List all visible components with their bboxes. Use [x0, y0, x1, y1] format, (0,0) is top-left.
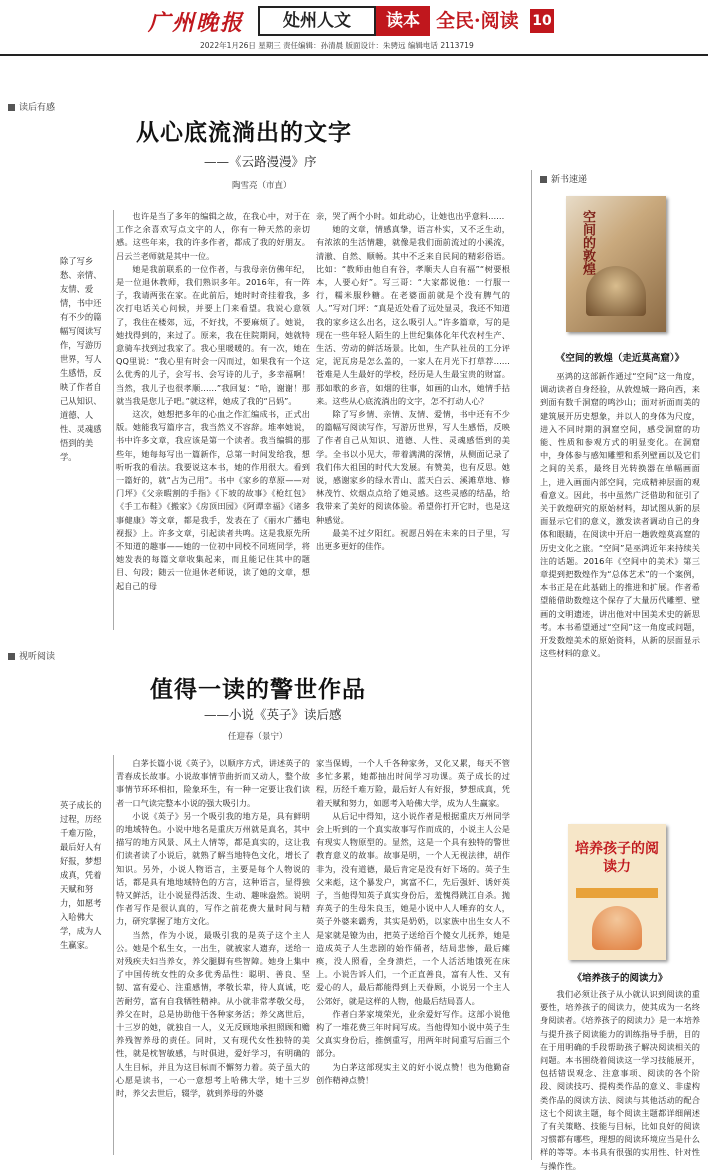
paragraph: 亲，哭了两个小时。如此动心，让她也出乎意料…… — [316, 211, 505, 221]
sidebar-divider — [531, 170, 532, 1160]
article2-author: 任迎春（景宁） — [228, 732, 288, 742]
paragraph: 这次，她想把多年的心血之作汇编成书，正式出版。她能我写篇序言，我当然义不容辞。堆率她说，书中许多文章，我应该是第一个读者。我当编辑的那些年，她每每写出一篇新作，总第一时间发给我，想听听我的看法。我要说这本书，她的作用很大。看到一篇好的，就“占为己用”。书中《家乡的草原——对门坪》《父亲暇割的手指》《下坡的故事》《枪红包》《手工布鞋》《搬家》《房顶田园》《阿谭幸福》《诸多事健康》等文章，都是我手，发表在了《丽水广播电视报》上。许多文章，引起读者共鸣。这是我原先所不知道的趣事——她的一位初中同校不同班同学，将她发表的每篇文章收集起来，而且能记住其中的题目、句段；随云一位退休老师说，读了她的文章，想起自己的母 — [116, 409, 310, 591]
page-number: 10 — [530, 9, 554, 33]
paragraph: 她的文章，情感真挚，语言朴实，又不乏生动，有浓浓的生活情趣，就像是我们面前流过的小溪流，清澈、自然、顺畅。其中不乏来自民间的精彩俗语。比如：“教师由他自有谷，孝顺夫人自有福”“树要根本，人要心好”。写三哥：“大家都说他：一行服一行，糯米服秒糖。在老婆面前就是个没有脾气的人。”写对门坪：“真是近处看了远处显灵，我还不知道我的家乡这么出名，这么吸引人。”许多篇章，写的是现在一些年轻人陌生的上世纪集体化年代农村生产、生活、劳动的鲜活场景。比如，生产队社员的工分评定，泥瓦房是怎么盖的，一家人在月光下打草荐……苍难是人生最好的学校，经历是人生最宝贵的财富。那如歌的乡音，如烟的往事，如画的山水，她情手拈来。这些从心底流淌出的文字，怎不打动人心？ — [316, 224, 510, 406]
article2-subtitle: ——小说《英子》读后感 — [204, 707, 342, 722]
column-box: 读本 — [376, 6, 430, 36]
paragraph: 她是我前联系的一位作者，与我母亲仿佛年纪，是一位退休教师，我们熟识多年。2016年，有一阵子，我请两张在家。在此前后，她时时奇挂着我，多次打电话关心问候，并要上门来看望。我说心意领了，我住在楼郊，远，不好找，不要麻烦了。她说，她找得到的，来过了。原来，我在住院期间，她就特意骑车找到过我家了。我心里暖暖的。有一次，她在QQ里说：“我心里有时会一闪而过，如果我有一个这么优秀的儿子，会写书、会写诗的儿子，多幸福啊！当然，我儿子也很孝顺……”我回复：“哈，谢谢！那就当我是您儿子吧。”就这样，她成了我的“吕妈”。 — [116, 263, 310, 406]
paragraph: 最美不过夕阳红。祝愿吕妈在未来的日子里，写出更多更好的佳作。 — [316, 527, 510, 552]
book-cover-title: 空间的敦煌 — [580, 210, 595, 275]
article2-column-1 — [116, 757, 310, 1157]
book1-caption: 《空间的敦煌（走近莫高窟）》 — [555, 353, 685, 364]
article1-subtitle: ——《云路漫漫》序 — [204, 154, 317, 169]
cover-band — [576, 888, 658, 898]
book2-caption: 《培养孩子的阅读力》 — [572, 973, 668, 984]
book2-description — [540, 988, 700, 1171]
article2-title: 值得一读的警世作品 — [150, 677, 366, 703]
cave-illustration — [586, 266, 646, 316]
divider — [113, 755, 114, 1155]
paragraph: 除了写乡情、亲情、友情、爱情，书中还有不少的篇幅写阅读写作，写游历世界，写人生感悟，反映了作者自己从知识、道德、人性、灵魂感悟到的美学。全书以小见大，带着满满的深情，从侧面记录了我们伟大祖国的时代大发展。有赞美，也有反思。她说，感谢家乡的绿水青山、蓝天白云、溪滩草地、修林茂竹、炊烟点点给了她灵感。这些灵感的结晶，给我带来了美好的阅读体验。希望你打开它时，也是这种感觉。 — [316, 409, 510, 525]
book-cover-dunhuang — [566, 196, 666, 332]
book1-description — [540, 370, 700, 810]
section-label-reading: 读后有感 — [8, 100, 55, 113]
book-cover-title: 培养孩子的阅读力 — [575, 841, 659, 875]
article1-column-1 — [116, 210, 310, 634]
paragraph: 小说《英子》另一个吸引我的地方是，具有鲜明的地域特色。小说中地名是重庆万州就是真名，其中描写的地方风景、风土人情等，都是真实的，这让我们读者读了小说后，就熟了解当地特色文化，增长了知识。另外，小说人物语言，主要是每个人物说的话，都是具有地地域特色的方言，这种语言，显得独特又鲜活，让小说显得活泼、生动、趣味盎然。说明作者写作是很认真的，写作之前花费大量时间与精力，研究掌握了地方文化。 — [116, 810, 310, 927]
article1-author: 陶雪亮（市直） — [232, 181, 292, 191]
paragraph: 白茅长篇小说《英子》，以顺序方式，讲述英子的青春成长故事。小说故事情节曲折而又动人，整个故事情节环环相扣，险象环生，有一种一定要让我们读者一口气读完整本小说的强大吸引力。 — [116, 758, 310, 808]
column-name: 处州人文 — [258, 6, 376, 36]
paragraph: 作者白茅家境荣光，业余爱好写作。这部小说他构了一堆花费三年时间写成。当他得知小说中英子生父真实身份后，推倒重写，用两年时间重写后面三个部分。 — [316, 1008, 510, 1059]
masthead-rule — [0, 54, 708, 56]
section-label-new-books: 新书速递 — [540, 172, 587, 185]
section-title: 全民·阅读 — [436, 10, 519, 32]
divider — [113, 210, 114, 630]
newspaper-logo: 广州晚报 — [148, 10, 245, 36]
article1-lead: 除了写乡愁、亲情、友情、爱情，书中还有不少的篇幅写阅读写作，写游历世界，写人生感悟，反映了作者自己从知识、道德、人性、灵魂感悟到的美学。 — [60, 256, 102, 462]
paragraph: 当然，作为小说，最吸引我的是英子这个主人公。她是个私生女，一出生，就被家人遗弃，送给一对残疾夫妇当养女，养父腿脚有些智障。她身上集中了中国传统女性的众多优秀品性：聪明、善良、坚韧、富有爱心、注重感情，孝敬长辈，待人真诚，吃苦耐劳，富有自我牺牲精神。从小就非常孝敬父母，养父在时，总是协助他干各种家务活；养父离世后，十三岁的她，就独自一人，义无反顾地承担照顾和赡养残智养母的责任。同时，又有现代女性独特的美性，就是枕智敏感，与时俱进，爱好学习，有明确的人生目标，并且为这目标而不懈努力着。英子虽大的心愿是读书，一心一意想考上哈佛大学，她十三岁时，养父去世后，辍学，就到养母的外婆 — [116, 929, 310, 1099]
paragraph: 家当保姆，一个人千各种家务，又化又累，每天不管多忙多累，她都抽出时间学习功课。英子成长的过程，历经千难万险，最后好人有好报，梦想成真，凭着天赋和努力，如愿考入哈佛大学，成为人生赢家。 — [316, 758, 510, 808]
paragraph: 为白茅这部现实主义的好小说点赞！也为他勤奋创作精神点赞！ — [316, 1061, 510, 1085]
paragraph: 我们必须让孩子从小就认识到阅读的重要性，培养孩子的阅读力，使其成为一名终身阅读者。《培养孩子的阅读力》是一本培养与提升孩子阅读能力的训练指导手册，目的在于用明确的手段帮助孩子解决阅读相关的问题。本书围绕着阅读这一学习技能展开，包括错误观念、注意事项、阅读的各个阶段、阅读技巧、提构类作品的意义、非虚构类作品的阅读方法、阅读与其他活动的配合这七个阅读主题，每个阅读主题都详细阐述了有关策略、技能与目标，比如良好的阅读习惯都有哪些，理想的阅读环境应当是什么样的等等。本书具有很强的实用性、针对性与操作性。 — [540, 989, 700, 1171]
child-illustration — [592, 906, 642, 950]
paragraph: 也许是当了多年的编辑之故，在我心中，对于在工作之余喜欢写点文字的人，你有一种天然的亲切感。这些年来，我的许多作者，都成了我的好朋友。吕云兰老师就是其中一位。 — [116, 211, 310, 261]
article1-title: 从心底流淌出的文字 — [136, 120, 352, 146]
section-label-av-reading: 视听阅读 — [8, 649, 55, 662]
article2-column-2 — [316, 757, 510, 1157]
paragraph: 巫鸿的这部新作通过“空间”这一角度，调动读者自身经验，从敦煌城一路向西，来到面有数千洞窟的鸣沙山；面对祈面而美的建筑展开历史想象，并以人的身体为尺度，进入不同时期的洞窟空间，感受洞窟的功能、性质和参观方式的明显变化。在洞窟中，身体参与感知雕塑和系列壁画以及它们之间的关系，最终目光转换器在单幅画面上，进入画面内部空间，完成精神层面的观看意义。因此，书中虽然广泛借助和征引了关于敦煌研究的原始材料，却试图从新的层面显示它们的意义，激发读者调动自己的身体和眼睛，在阅读中开启一趟敦煌莫高窟的历史文化之旅。“空间”是巫鸿近年来持续关注的话题。2016年《空间中的美术》第三章提到把数煌作为“总体艺术”的一个案例，本书正是在此基础上的推进和扩展。作者希望能借助数煌这个保存了大量历代雕塑、壁画的文明遗迹，讲出他对中国美术史的新思考。本书希望通过“空间”这一角度或问题，开发数煌美术的原始资料，从新的层面显示这些材料的意义。 — [540, 371, 700, 659]
article2-lead: 英子成长的过程，历经千难万险，最后好人有好报，梦想成真，凭着天赋和努力，如愿考入哈佛大学，成为人生赢家。 — [60, 800, 102, 950]
page-info: 2022年1月26日 星期三 责任编辑：孙清晨 版面设计：朱骋远 编辑电话 2113719 — [200, 41, 474, 50]
article1-column-2 — [316, 210, 510, 634]
paragraph: 从后记中得知，这小说作者是根据重庆万州同学会上听到的一个真实故事写作而成的，小说主人公是有现实人物原型的。显然，这是一个具有独特的警世教育意义的故事。故事是明，一个人无视法律，胡作非为，没有道德，最后肯定是没有好下场的。英子生父来彪，这个暴发户，寓富不仁，先后强奸、诱奸英子，当他得知英子真实身份后，羞愧得跳江自杀。抛弃英子的生母朱良玉，她是小说中人人唾弃的女人，英子外婆来霸秀，其实是奶奶，以家族中出生女人不是家就是镣为由，把英子送给百个傻女儿抚养，她是造成英子人生悲剧的始作俑者，结局悲惨，最后瘫痪，没人照看，全身溃烂，一个人活活地饿死在床上。小说告诉人们，一个正直善良，富有人性、又有爱心的人，最后都能得到上天眷顾，小说另一个主人公郊好，就是这样的人物，他最后结局喜人。 — [316, 810, 510, 1006]
book-cover-reading-ability — [568, 824, 666, 960]
